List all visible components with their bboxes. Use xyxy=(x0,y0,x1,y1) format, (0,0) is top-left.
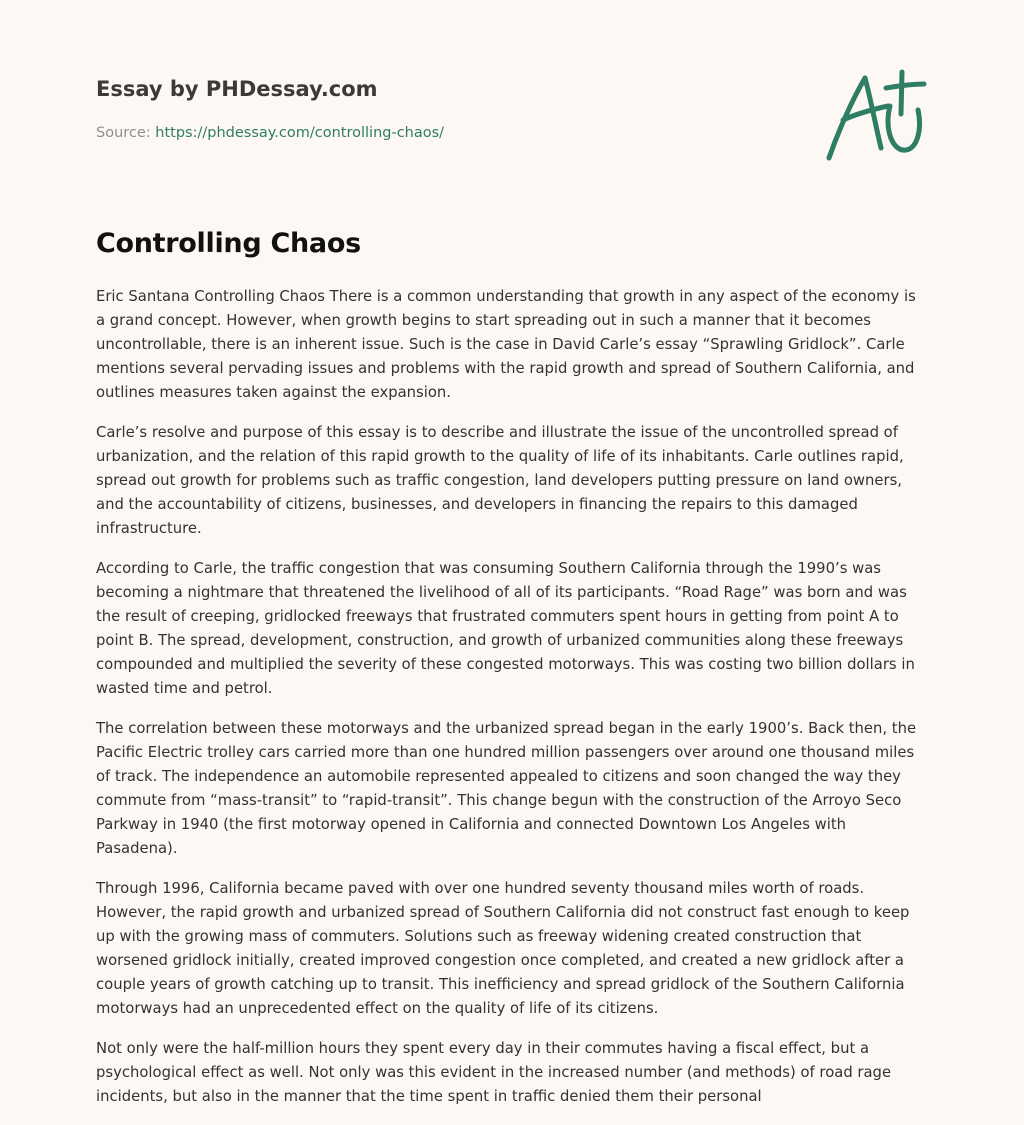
essay-paragraph: Not only were the half-million hours they spent every day in their commutes having a fiscal effect, but a psychological effect as well. Not only was this evident in the increased number (and methods) of road rage incidents, but also in the manner that the time spent in traffic denied them their personal xyxy=(96,1040,892,1105)
site-title: Essay by PHDessay.com xyxy=(96,77,378,101)
source-line xyxy=(96,123,796,143)
essay-paragraph: Through 1996, California became paved with over one hundred seventy thousand miles worth of roads. However, the rapid growth and urbanized spread of Southern California did not construct fast enough to keep up with the growing mass of commuters. Solutions such as freeway widening created construction that worsened gridlock initially, created improved congestion once completed, and created a new gridlock after a couple years of growth catching up to transit. This inefficiency and spread gridlock of the Southern California motorways had an unprecedented effect on the quality of life of its citizens. xyxy=(96,880,910,1017)
essay-paragraph: Carle’s resolve and purpose of this essay is to describe and illustrate the issue of the uncontrolled spread of urbanization, and the relation of this rapid growth to the quality of life of its inhabitants. Carle outlines rapid, spread out growth for problems such as traffic congestion, land developers putting pressure on land owners, and the accountability of citizens, businesses, and developers in financing the repairs to this damaged infrastructure. xyxy=(96,424,904,537)
source-link[interactable]: https://phdessay.com/controlling-chaos/ xyxy=(155,125,445,141)
essay-paragraph: Eric Santana Controlling Chaos There is a common understanding that growth in any aspect of the economy is a grand concept. However, when growth begins to start spreading out in such a manner that it becomes uncontrollable, there is an inherent issue. Such is the case in David Carle’s essay “Sprawling Gridlock”. Carle mentions several pervading issues and problems with the rapid growth and spread of Southern California, and outlines measures taken against the expansion. xyxy=(96,288,916,401)
essay-paragraph: According to Carle, the traffic congestion that was consuming Southern California through the 1990’s was becoming a nightmare that threatened the livelihood of all of its participants. “Road Rage” was born and was the result of creeping, gridlocked freeways that frustrated commuters spent hours in getting from point A to point B. The spread, development, construction, and growth of urbanized communities along these freeways compounded and multiplied the severity of these congested motorways. This was costing two billion dollars in wasted time and petrol. xyxy=(96,560,915,697)
source-label: Source: xyxy=(96,125,151,141)
essay-paragraph: The correlation between these motorways and the urbanized spread began in the early 1900’s. Back then, the Pacific Electric trolley cars carried more than one hundred million passengers over around one thousand miles of track. The independence an automobile represented appealed to citizens and soon changed the way they commute from “mass-transit” to “rapid-transit”. This change begun with the construction of the Arroyo Seco Parkway in 1940 (the first motorway opened in California and connected Downtown Los Angeles with Pasadena). xyxy=(96,720,917,857)
essay-body xyxy=(96,285,928,1125)
page-title: Controlling Chaos xyxy=(96,228,361,259)
a-plus-grade-icon xyxy=(818,62,930,166)
page-header xyxy=(96,74,796,143)
